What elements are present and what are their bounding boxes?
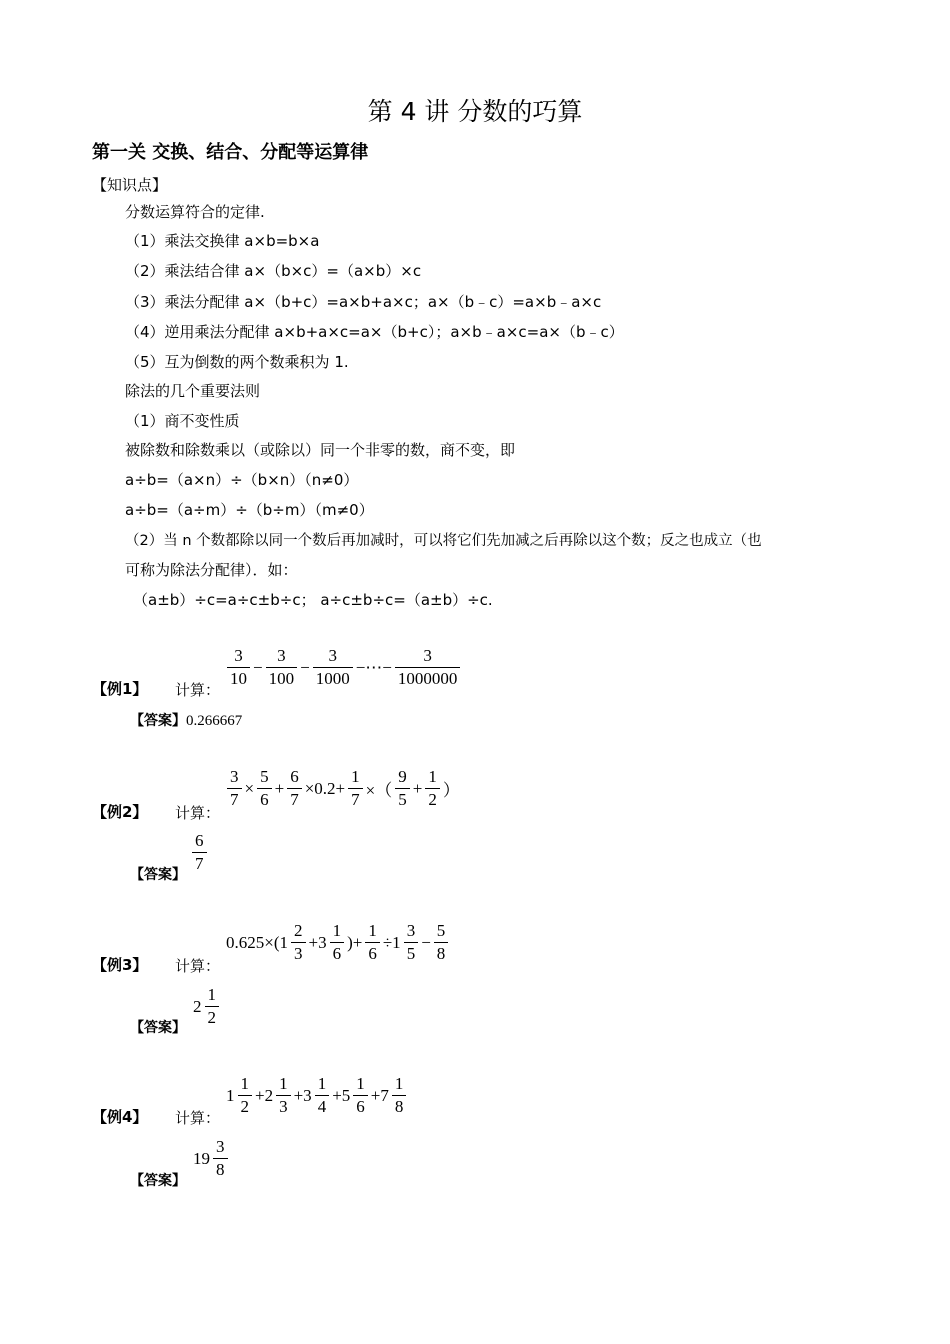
example-4-answer: 19 $\frac{3}{8}$ (193, 1136, 230, 1181)
example-1-label: 【例1】 (92, 680, 148, 698)
knowledge-line: （2）乘法结合律 a×（b×c）=（a×b）×c (125, 262, 422, 280)
fraction: $\frac{1}{6}$ (330, 920, 345, 965)
example-4-calc-label: 计算： (175, 1109, 221, 1127)
example-1-calc-label: 计算： (175, 681, 221, 699)
fraction: $\frac{5}{8}$ (434, 920, 449, 965)
knowledge-line: （1）乘法交换律 a×b=b×a (125, 232, 320, 250)
knowledge-header: 【知识点】 (92, 176, 168, 194)
knowledge-line: （1）商不变性质 (125, 412, 240, 430)
knowledge-line: （5）互为倒数的两个数乘积为 1. (125, 353, 349, 371)
fraction: $\frac{1}{4}$ (315, 1073, 330, 1118)
knowledge-line: （a±b）÷c=a÷c±b÷c； a÷c±b÷c=（a±b）÷c. (133, 591, 493, 609)
knowledge-line: a÷b=（a×n）÷（b×n）（n≠0） (125, 471, 359, 489)
knowledge-line: 分数运算符合的定律. (125, 203, 265, 221)
fraction: $\frac{1}{2}$ (238, 1073, 253, 1118)
fraction: $\frac{3}{1000000}$ (395, 645, 461, 690)
knowledge-line: （3）乘法分配律 a×（b+c）=a×b+a×c；a×（b﹣c）=a×b﹣a×c (125, 293, 602, 311)
fraction: $\frac{1}{2}$ (205, 984, 220, 1029)
fraction: $\frac{3}{100}$ (266, 645, 298, 690)
fraction: $\frac{1}{3}$ (276, 1073, 291, 1118)
fraction: $\frac{6}{7}$ (287, 766, 302, 811)
knowledge-line: （2）当 n 个数都除以同一个数后再加减时，可以将它们先加减之后再除以这个数；反之也成立（也 (125, 533, 762, 549)
knowledge-line: 除法的几个重要法则 (125, 382, 261, 400)
fraction: $\frac{5}{6}$ (257, 766, 272, 811)
fraction: $\frac{1}{7}$ (348, 766, 363, 811)
example-3-answer: 2 $\frac{1}{2}$ (193, 984, 221, 1029)
fraction: $\frac{9}{5}$ (395, 766, 410, 811)
knowledge-line: 可称为除法分配律）．如： (125, 561, 298, 579)
fraction: $\frac{6}{7}$ (192, 830, 207, 875)
fraction: $\frac{3}{1000}$ (313, 645, 353, 690)
example-2-answer (190, 830, 209, 875)
fraction: $\frac{3}{7}$ (227, 766, 242, 811)
knowledge-line: 被除数和除数乘以（或除以）同一个非零的数，商不变，即 (125, 441, 516, 459)
answer-value: 0.266667 (186, 713, 243, 729)
example-1-expression: $\frac{3}{10}$ − $\frac{3}{100}$ − $\frac{3}{1000}$ −⋯− $\frac{3}{1000000}$ (225, 645, 462, 690)
fraction: $\frac{3}{5}$ (404, 920, 419, 965)
example-4-label: 【例4】 (92, 1108, 148, 1126)
answer-label: 【答案】 (130, 867, 186, 883)
knowledge-line: a÷b=（a÷m）÷（b÷m）（m≠0） (125, 501, 374, 519)
example-1-answer (130, 710, 242, 730)
section-title: 第一关 交换、结合、分配等运算律 (92, 142, 369, 163)
knowledge-line: （4）逆用乘法分配律 a×b+a×c=a×（b+c）；a×b﹣a×c=a×（b﹣c） (125, 323, 624, 341)
fraction: $\frac{2}{3}$ (291, 920, 306, 965)
answer-label: 【答案】 (130, 1020, 186, 1036)
example-4-expression: 1 $\frac{1}{2}$ +2 $\frac{1}{3}$ +3 $\frac{1}{4}$ +5 $\frac{1}{6}$ +7 $\frac{1}{8}$ (225, 1073, 408, 1118)
fraction: $\frac{3}{10}$ (227, 645, 250, 690)
fraction: $\frac{1}{8}$ (392, 1073, 407, 1118)
example-2-expression: $\frac{3}{7}$ × $\frac{5}{6}$ + $\frac{6}{7}$ ×0.2+ $\frac{1}{7}$ ×（ $\frac{9}{5}$ + $\frac{1}{2}$ ） (225, 766, 461, 811)
answer-label: 【答案】 (130, 713, 186, 729)
fraction: $\frac{1}{2}$ (425, 766, 440, 811)
example-3-label: 【例3】 (92, 956, 148, 974)
example-3-calc-label: 计算： (175, 957, 221, 975)
example-2-calc-label: 计算： (175, 804, 221, 822)
example-2-label: 【例2】 (92, 803, 148, 821)
fraction: $\frac{1}{6}$ (353, 1073, 368, 1118)
example-3-expression: 0.625×(1 $\frac{2}{3}$ +3 $\frac{1}{6}$ )+ $\frac{1}{6}$ ÷1 $\frac{3}{5}$ − $\frac{5}{8}$ (225, 920, 450, 965)
answer-label: 【答案】 (130, 1173, 186, 1189)
fraction: $\frac{1}{6}$ (365, 920, 380, 965)
fraction: $\frac{3}{8}$ (213, 1136, 228, 1181)
page-title: 第 4 讲 分数的巧算 (367, 97, 583, 126)
